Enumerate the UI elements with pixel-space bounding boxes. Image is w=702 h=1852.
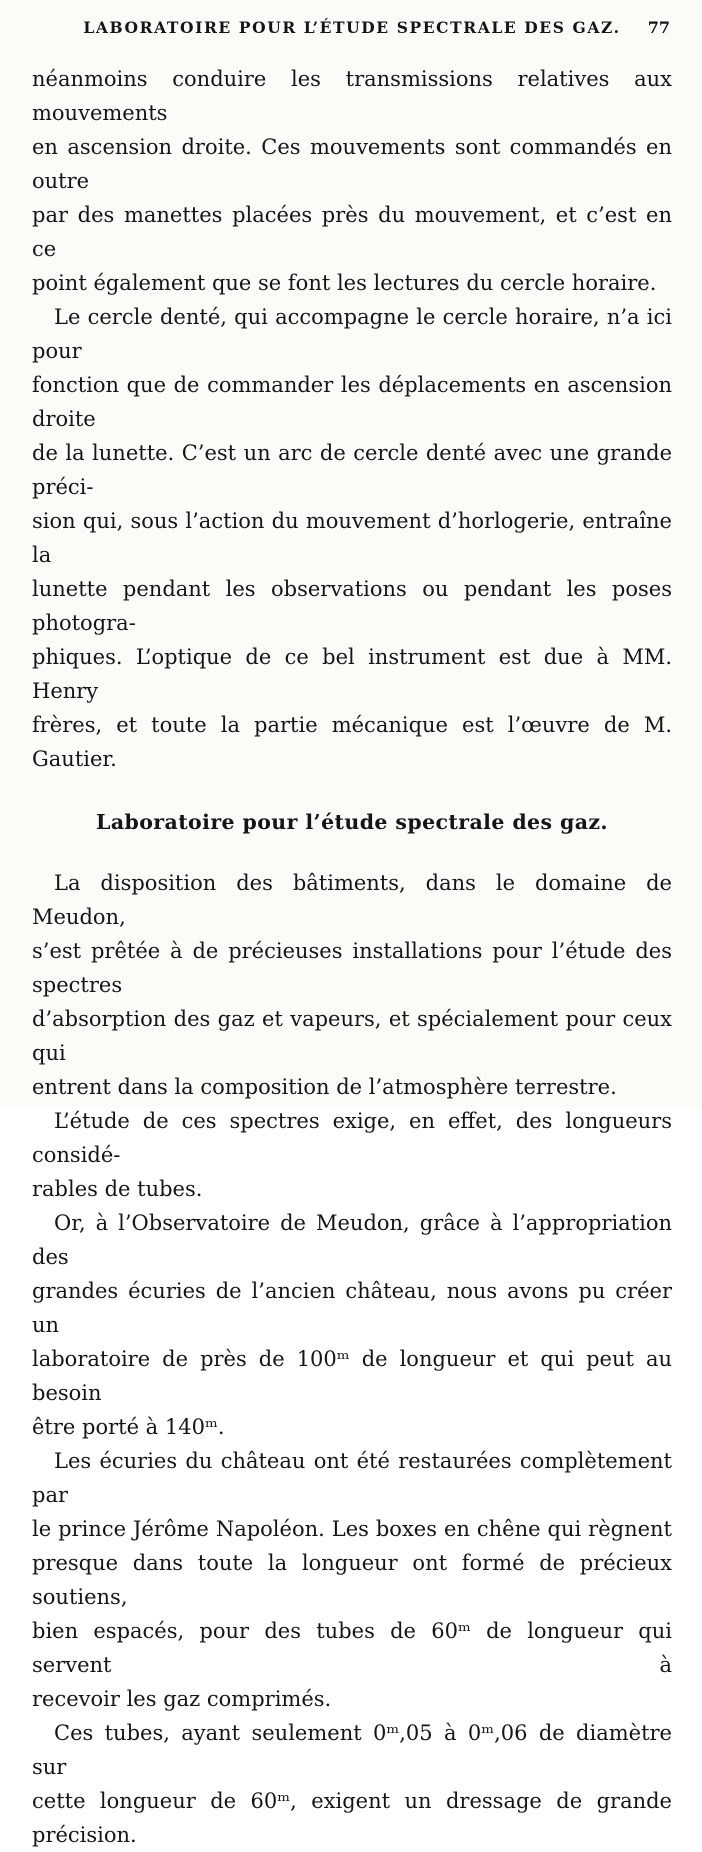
running-title: LABORATOIRE POUR L’ÉTUDE SPECTRALE DES GAZ. xyxy=(83,18,621,37)
text-line: La disposition des bâtiments, dans le domaine de Meudon, xyxy=(32,871,672,929)
paragraph xyxy=(32,1206,672,1444)
text-line: en ascension droite. Ces mouvements sont commandés en outre xyxy=(32,135,672,193)
text-line: Les écuries du château ont été restaurées complètement par xyxy=(32,1449,672,1507)
paragraph xyxy=(32,62,672,300)
text-line: Or, à l’Observatoire de Meudon, grâce à l’appropriation des xyxy=(32,1211,672,1269)
text-line: d’absorption des gaz et vapeurs, et spécialement pour ceux qui xyxy=(32,1007,672,1065)
paragraph xyxy=(32,1104,672,1206)
text-line: être porté à 140ᵐ. xyxy=(32,1415,225,1439)
text-line: Ces tubes, ayant seulement 0ᵐ,05 à 0ᵐ,06 de diamètre sur xyxy=(32,1721,672,1779)
page-content xyxy=(32,62,672,1852)
text-line: presque dans toute la longueur ont formé de précieux soutiens, xyxy=(32,1551,672,1609)
text-line: phiques. L’optique de ce bel instrument est due à MM. Henry xyxy=(32,645,672,703)
text-line: L’étude de ces spectres exige, en effet, des longueurs considé- xyxy=(32,1109,672,1167)
text-line: frères, et toute la partie mécanique est l’œuvre de M. Gautier. xyxy=(32,713,672,771)
paragraph xyxy=(32,1716,672,1852)
text-line: sion qui, sous l’action du mouvement d’horlogerie, entraîne la xyxy=(32,509,672,567)
text-line: par des manettes placées près du mouvement, et c’est en ce xyxy=(32,203,672,261)
text-line: lunette pendant les observations ou pendant les poses photogra- xyxy=(32,577,672,635)
paragraph xyxy=(32,866,672,1104)
text-line: entrent dans la composition de l’atmosphère terrestre. xyxy=(32,1075,617,1099)
text-line: s’est prêtée à de précieuses installations pour l’étude des spectres xyxy=(32,939,672,997)
text-line: recevoir les gaz comprimés. xyxy=(32,1687,332,1711)
text-line: bien espacés, pour des tubes de 60ᵐ de longueur qui servent à xyxy=(32,1619,672,1677)
paragraph xyxy=(32,300,672,776)
text-line: rables de tubes. xyxy=(32,1177,203,1201)
paragraph xyxy=(32,1444,672,1716)
text-line: cette longueur de 60ᵐ, exigent un dressage de grande précision. xyxy=(32,1789,672,1847)
text-line: Le cercle denté, qui accompagne le cercle horaire, n’a ici pour xyxy=(32,305,672,363)
text-line: laboratoire de près de 100ᵐ de longueur et qui peut au besoin xyxy=(32,1347,672,1405)
text-line: de la lunette. C’est un arc de cercle denté avec une grande préci- xyxy=(32,441,672,499)
running-header xyxy=(32,18,672,40)
page-number: 77 xyxy=(647,18,670,37)
text-line: le prince Jérôme Napoléon. Les boxes en chêne qui règnent xyxy=(32,1517,672,1541)
text-line: néanmoins conduire les transmissions relatives aux mouvements xyxy=(32,67,672,125)
section-heading: Laboratoire pour l’étude spectrale des gaz. xyxy=(96,810,608,834)
text-line: grandes écuries de l’ancien château, nous avons pu créer un xyxy=(32,1279,672,1337)
text-line: point également que se font les lectures du cercle horaire. xyxy=(32,271,657,295)
text-line: fonction que de commander les déplacements en ascension droite xyxy=(32,373,672,431)
